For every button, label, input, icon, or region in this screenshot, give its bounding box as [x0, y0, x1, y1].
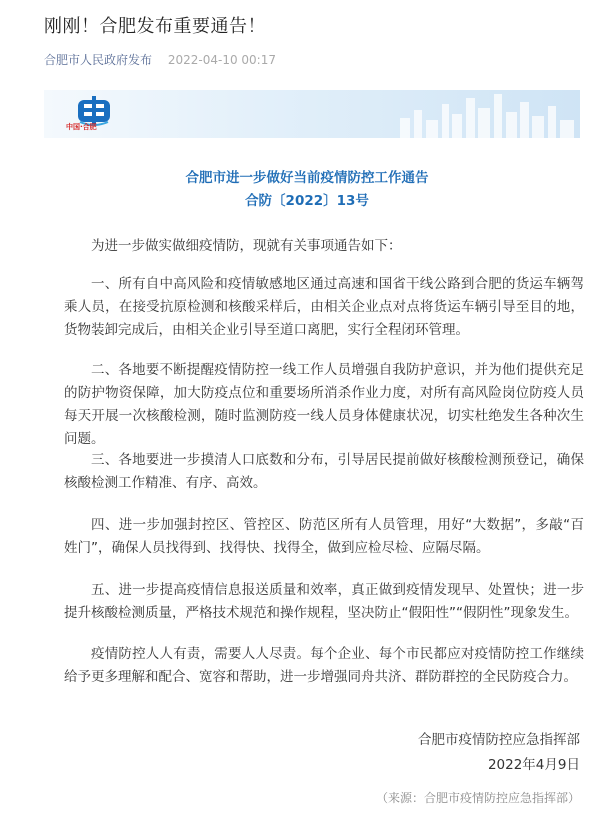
article-title: 刚刚！合肥发布重要通告！: [44, 16, 266, 37]
article-date: 2022-04-10 00:17: [167, 53, 276, 67]
notice-paragraph-5: 五、进一步提高疫情信息报送质量和效率，真正做到疫情发现早、处置快；进一步提升核酸检测质量，严格技术规范和操作规程，坚决防止“假阳性”“假阴性”现象发生。: [64, 582, 584, 621]
notice-paragraph-3: 三、各地要进一步摸清人口底数和分布，引导居民提前做好核酸检测预登记，确保核酸检测工作精准、有序、高效。: [64, 452, 584, 491]
notice-signer: 合肥市疫情防控应急指挥部: [418, 732, 580, 748]
article-meta: [44, 51, 276, 68]
notice-sign-date: 2022年4月9日: [487, 757, 580, 773]
city-skyline-graphic: [380, 90, 580, 138]
notice-paragraph-closing: 疫情防控人人有责，需要人人尽责。每个企业、每个市民都应对疫情防控工作继续给予更多理解和配合、宽容和帮助，进一步增强同舟共济、群防群控的全民防疫合力。: [64, 646, 584, 685]
logo-caption: 中国·合肥: [66, 123, 97, 131]
notice-paragraph-1: 一、所有自中高风险和疫情敏感地区通过高速和国省干线公路到合肥的货运车辆驾乘人员，在接受抗原检测和核酸采样后，由相关企业点对点将货运车辆引导至目的地，货物装卸完成后，由相关企业引导至道口离肥，实行全程闭环管理。: [64, 276, 584, 338]
notice-paragraph-4: 四、进一步加强封控区、管控区、防范区所有人员管理，用好“大数据”，多敲“百姓门”，确保人员找得到、找得快、找得全，做到应检尽检、应隔尽隔。: [64, 517, 584, 556]
notice-number: 合防〔2022〕13号: [245, 193, 369, 209]
footer-source: （来源：合肥市疫情防控应急指挥部）: [375, 791, 580, 805]
article-source-link[interactable]: 合肥市人民政府发布: [44, 53, 153, 67]
notice-paragraph-intro: 为进一步做实做细疫情防，现就有关事项通告如下：: [91, 238, 402, 254]
notice-heading: 合肥市进一步做好当前疫情防控工作通告: [185, 170, 429, 186]
notice-paragraph-2: 二、各地要不断提醒疫情防控一线工作人员增强自我防护意识，并为他们提供充足的防护物资保障，加大防疫点位和重要场所消杀作业力度，对所有高风险岗位防疫人员每天开展一次核酸检测，随时监测防疫一线人员身体健康状况，切实杜绝发生各种次生问题。: [64, 362, 584, 447]
header-banner: [44, 90, 580, 138]
